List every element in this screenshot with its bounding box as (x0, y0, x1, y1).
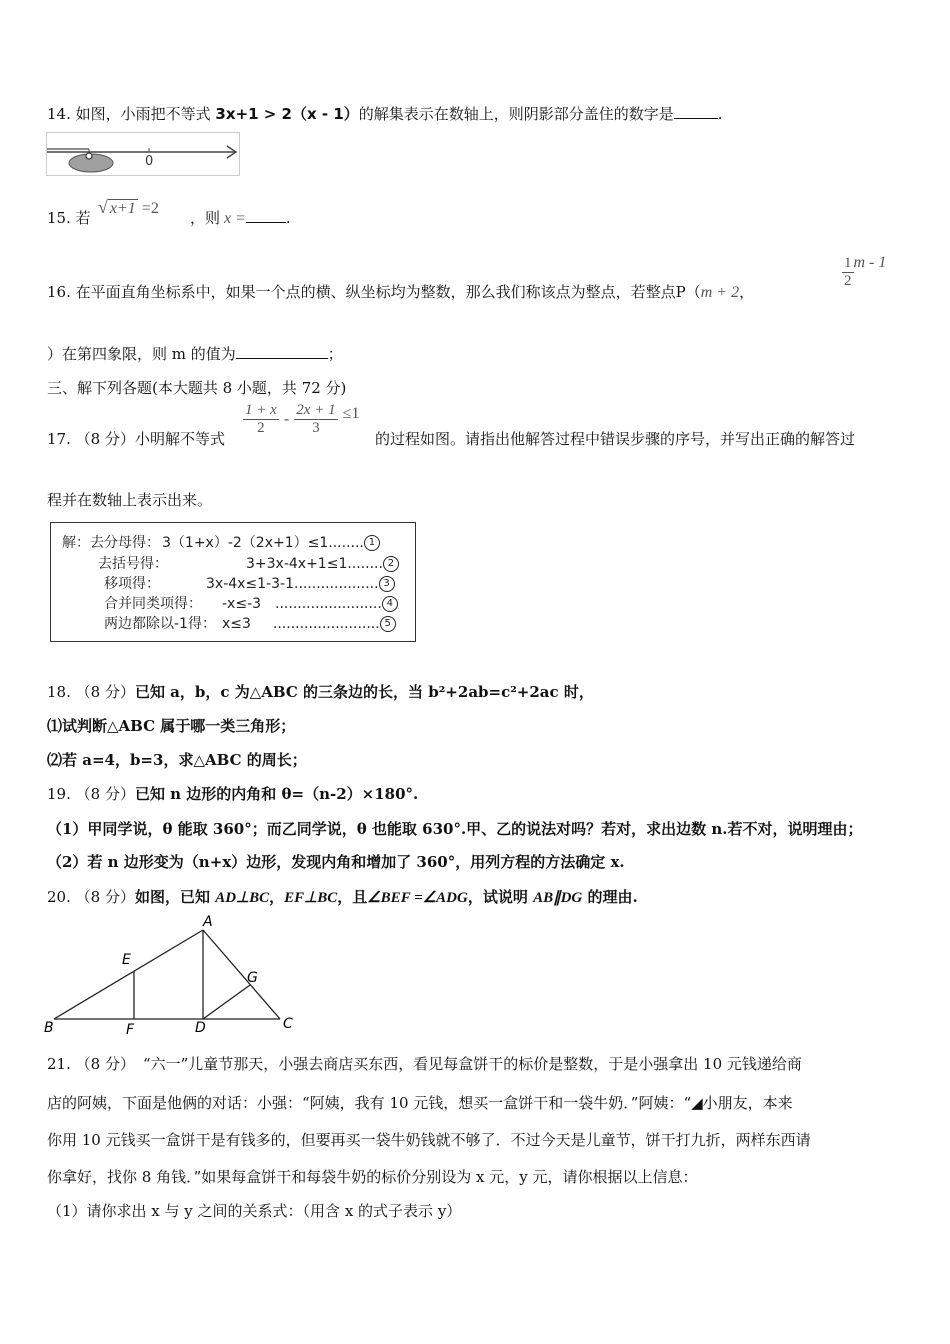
q19-line1: 19. （8 分）已知 n 边形的内角和 θ=（n-2）×180°. (47, 785, 419, 803)
q17-line1-start: 17. （8 分）小明解不等式 (47, 430, 225, 448)
step-number: 3 (379, 576, 395, 592)
q17-line1-end: 的过程如图。请指出他解答过程中错误步骤的序号，并写出正确的解答过 (375, 430, 856, 448)
q21-line1: 21. （8 分） “六一”儿童节那天，小强去商店买东西，看见每盒饼干的标价是整数，于是小强拿出 10 元钱递给商 (47, 1055, 802, 1073)
q16-line2: ）在第四象限，则 m 的值为 ； (47, 345, 343, 363)
q19-sub1: （1）甲同学说，θ 能取 360°；而乙同学说，θ 也能取 630°.甲、乙的说法对吗？若对，求出边数 n.若不对，说明理由； (47, 820, 863, 838)
label-A: A (203, 914, 213, 930)
segment-AC (203, 930, 280, 1019)
q14-number-line-figure (46, 132, 240, 176)
step-number: 1 (364, 535, 380, 551)
q18-sub2: ⑵若 a=4，b=3，求△ABC 的周长； (47, 751, 307, 769)
sqrt-radicand: x+1 (109, 200, 136, 217)
sqrt-icon: √ (98, 197, 108, 217)
q17-step-1: 解：去分母得： 3（1+x）-2（2x+1）≤1........ 1 (62, 532, 380, 552)
q15-text: 15. 若 (47, 209, 91, 227)
q21-line4: 你拿好，找你 8 角钱．”如果每盒饼干和每袋牛奶的标价分别设为 x 元，y 元，请你根据以上信息： (47, 1168, 698, 1186)
q19-sub2: （2）若 n 边形变为（n+x）边形，发现内角和增加了 360°，用列方程的方法确定 x. (47, 853, 625, 871)
q18-sub1: ⑴试判断△ABC 属于哪一类三角形； (47, 717, 296, 735)
q16-answer-blank (236, 344, 328, 359)
q17-line2: 程并在数轴上表示出来。 (47, 491, 213, 509)
q16-fraction-expr: $\frac{1}{2}$ m - 1 (844, 253, 887, 289)
q20-triangle-figure (40, 912, 300, 1036)
zero-label: 0 (145, 154, 154, 169)
label-E: E (122, 952, 131, 968)
q17-step-2: 去括号得： 3+3x-4x+1≤1........ 2 (98, 553, 399, 573)
number-line-svg (47, 133, 239, 175)
q15-equation: √ x+1 =2 (98, 197, 159, 217)
q21-line2: 店的阿姨，下面是他俩的对话：小强：“阿姨，我有 10 元钱，想买一盒饼干和一袋牛奶．”阿姨：“◢小朋友，本来 (47, 1094, 793, 1112)
segment-DG (203, 985, 250, 1019)
segment-BA (54, 930, 203, 1019)
q18-line1: 18. （8 分）已知 a，b，c 为△ABC 的三条边的长，当 b²+2ab=c²+2ac 时， (47, 683, 594, 701)
q17-fraction-2: $\frac{2x + 1}{3}$ (296, 402, 336, 436)
q17-step-4: 合并同类项得： -x≤-3 ........................ 4 (104, 593, 398, 613)
q15-then: ，则 x = . (190, 209, 291, 227)
label-B: B (44, 1020, 54, 1036)
q14-text: 14. 如图，小雨把不等式 3x+1 > 2（x - 1）的解集表示在数轴上，则阴影部分盖住的数字是 . (47, 105, 723, 123)
q15-answer-blank (246, 208, 286, 223)
q20-text: 20. （8 分）如图，已知 AD⊥BC，EF⊥BC，且∠BEF =∠ADG，试说明 AB∥DG 的理由. (47, 888, 638, 906)
open-endpoint (86, 153, 92, 159)
label-F: F (126, 1022, 135, 1036)
label-G: G (247, 970, 258, 986)
q17-step-3: 移项得： 3x-4x≤1-3-1................... 3 (104, 573, 395, 593)
q17-step-5: 两边都除以-1得： x≤3 ........................ 5 (104, 613, 396, 633)
q17-inequality: $\frac{1 + x}{2}$ - $\frac{2x + 1}{3}$ ≤1 (245, 402, 360, 436)
section-heading: 三、解下列各题(本大题共 8 小题，共 72 分) (47, 379, 347, 397)
triangle-svg (40, 912, 300, 1036)
step-number: 2 (383, 556, 399, 572)
step-number: 5 (380, 616, 396, 632)
q14-inequality: 3x+1 > 2（x - 1） (215, 105, 359, 123)
q21-sub1: （1）请你求出 x 与 y 之间的关系式：（用含 x 的式子表示 y） (47, 1202, 462, 1220)
label-C: C (283, 1016, 293, 1032)
q16-fraction: $\frac{1}{2}$ (844, 255, 852, 289)
q21-line3: 你用 10 元钱买一盒饼干是有钱多的，但要再买一袋牛奶钱就不够了．不过今天是儿童节，饼干打九折，两样东西请 (47, 1131, 811, 1149)
q16-line1: 16. 在平面直角坐标系中，如果一个点的横、纵坐标均为整数，那么我们称该点为整点，若整点P（m + 2， (47, 283, 755, 301)
q17-fraction-1: $\frac{1 + x}{2}$ (245, 402, 277, 436)
q14-answer-blank (674, 104, 718, 119)
label-D: D (195, 1020, 206, 1036)
step-number: 4 (382, 596, 398, 612)
